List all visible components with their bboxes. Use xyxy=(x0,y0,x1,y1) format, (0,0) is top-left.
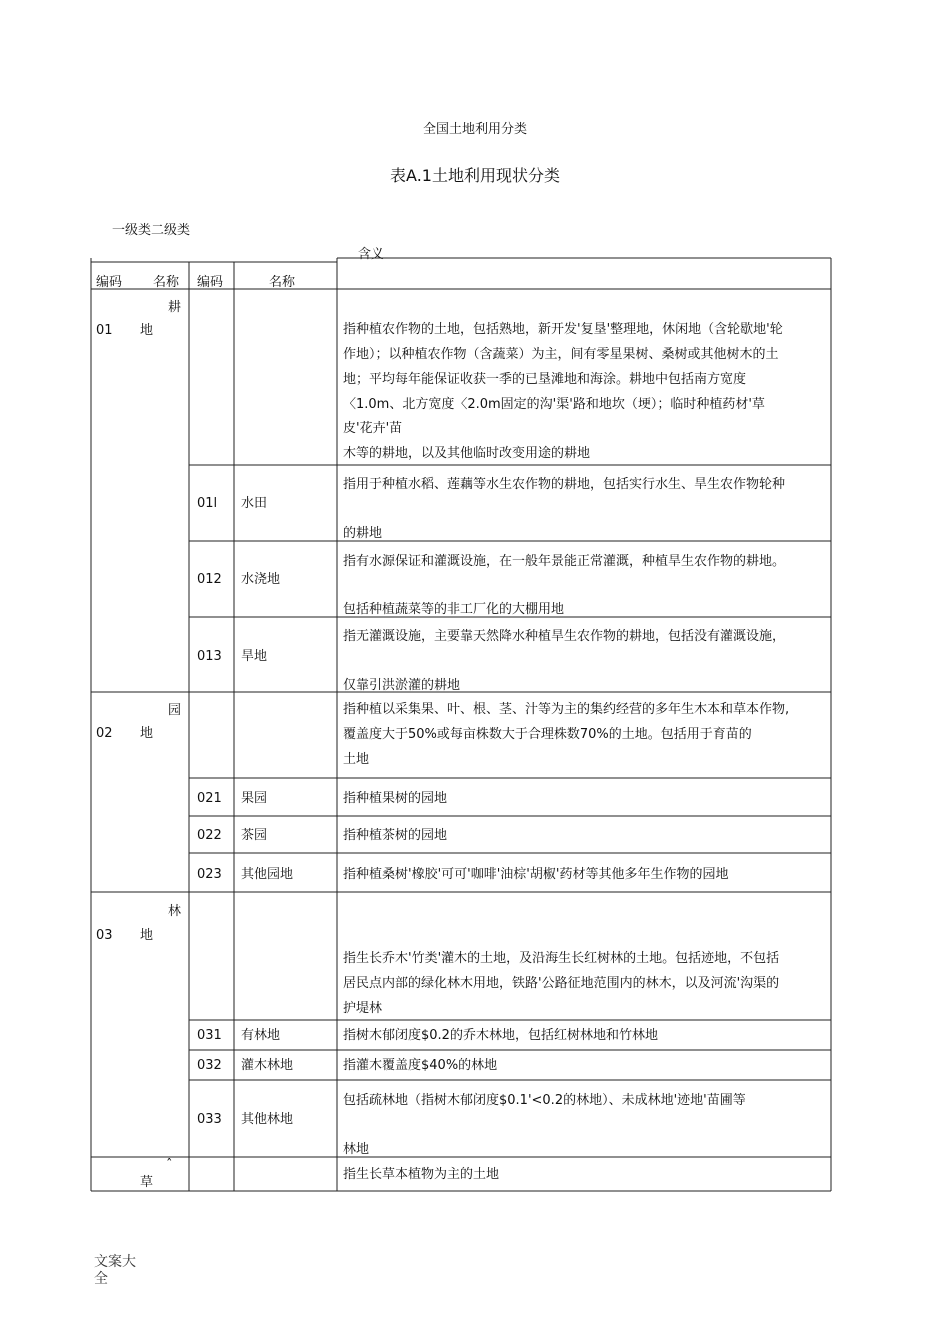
row-031-desc: 指树木郁闭度$0.2的乔木林地，包括红树林地和竹林地 xyxy=(343,1028,658,1043)
row-021-code: 021 xyxy=(197,791,222,806)
row-032-desc: 指灌木覆盖度$40%的林地 xyxy=(343,1058,498,1073)
row-011-desc-line: 指用于种植水稻、莲藕等水生农作物的耕地，包括实行水生、旱生农作物轮种 xyxy=(343,477,786,492)
row-03-desc-line: 居民点内部的绿化林木用地，铁路'公路征地范围内的林木，以及河流'沟渠的 xyxy=(343,976,780,991)
row-033-desc-line: 包括疏林地（指树木郁闭度$0.1'<0.2的林地）、未成林地'迹地'苗圃等 xyxy=(343,1093,746,1108)
row-03-code: 03 xyxy=(96,928,113,943)
row-02-desc-line: 土地 xyxy=(343,752,370,767)
row-012-name: 水浇地 xyxy=(241,572,281,587)
row-033-name: 其他林地 xyxy=(241,1112,294,1127)
row-021-name: 果园 xyxy=(241,791,268,806)
row-013-desc-line: 仅靠引洪淤灌的耕地 xyxy=(343,678,461,693)
header-meaning: 含义 xyxy=(358,247,385,262)
row-03-desc-line: 护堤林 xyxy=(343,1001,383,1016)
row-02-desc-line: 指种植以采集果、叶、根、茎、汁等为主的集约经营的多年生木本和草本作物, xyxy=(343,702,790,717)
row-02-code: 02 xyxy=(96,726,113,741)
row-033-code: 033 xyxy=(197,1112,222,1127)
row-021-desc: 指种植果树的园地 xyxy=(343,791,448,806)
header-name-2: 名称 xyxy=(269,275,296,290)
row-011-code: 01l xyxy=(197,496,218,511)
row-022-code: 022 xyxy=(197,828,222,843)
header-code-2: 编码 xyxy=(197,275,224,290)
row-02-name-b: 地 xyxy=(140,726,154,741)
row-012-code: 012 xyxy=(197,572,222,587)
row-01-desc-line: 皮'花卉'苗 xyxy=(343,421,403,436)
row-01-desc-line: 指种植农作物的土地，包括熟地，新开发'复垦'整理地，休闲地（含轮歇地'轮 xyxy=(343,322,783,337)
row-022-desc: 指种植茶树的园地 xyxy=(343,828,448,843)
row-01-name-a: 耕 xyxy=(168,300,182,315)
row-031-code: 031 xyxy=(197,1028,222,1043)
document-title: 全国土地利用分类 xyxy=(422,122,527,137)
row-04-desc: 指生长草本植物为主的土地 xyxy=(343,1167,500,1182)
row-02-desc-line: 覆盖度大于50%或每亩株数大于合理株数70%的土地。包括用于育苗的 xyxy=(343,727,752,742)
row-013-name: 旱地 xyxy=(241,649,268,664)
row-032-name: 灌木林地 xyxy=(241,1058,294,1073)
row-02-name-a: 园 xyxy=(168,703,182,718)
row-03-description xyxy=(343,946,823,1021)
row-012-desc-line: 包括种植蔬菜等的非工厂化的大棚用地 xyxy=(343,602,565,617)
row-012-desc-line: 指有水源保证和灌溉设施，在一般年景能正常灌溉，种植旱生农作物的耕地。 xyxy=(343,554,786,569)
row-02-description xyxy=(343,697,823,772)
row-033-desc-line: 林地 xyxy=(343,1142,370,1157)
header-name-1: 名称 xyxy=(153,275,180,290)
row-023-name: 其他园地 xyxy=(241,867,294,882)
row-03-name-b: 地 xyxy=(140,928,154,943)
row-01-code: 01 xyxy=(96,323,113,338)
row-023-desc: 指种植桑树'橡胶'可可'咖啡'油棕'胡椒'药材等其他多年生作物的园地 xyxy=(343,867,729,882)
table-title: 表A.1土地利用现状分类 xyxy=(390,166,560,185)
row-03-name-a: 林 xyxy=(168,904,182,919)
row-023-code: 023 xyxy=(197,867,222,882)
row-013-code: 013 xyxy=(197,649,222,664)
header-code-1: 编码 xyxy=(96,275,123,290)
row-011-desc-line: 的耕地 xyxy=(343,526,383,541)
row-03-desc-line: 指生长乔木'竹类'灌木的土地，及沿海生长红树林的土地。包括迹地，不包括 xyxy=(343,951,780,966)
row-04-name-a: ˆ xyxy=(166,1158,173,1173)
row-04-name-b: 草 xyxy=(140,1175,154,1190)
row-013-desc-line: 指无灌溉设施，主要靠天然降水种植旱生农作物的耕地，包括没有灌溉设施， xyxy=(343,629,786,644)
row-01-desc-line: 木等的耕地，以及其他临时改变用途的耕地 xyxy=(343,446,591,461)
row-01-desc-line: 作地）；以种植农作物（含蔬菜）为主，间有零星果树、桑树或其他树木的土 xyxy=(343,347,779,362)
row-01-description xyxy=(343,317,823,466)
row-032-code: 032 xyxy=(197,1058,222,1073)
row-011-name: 水田 xyxy=(241,496,268,511)
level-label: 一级类二级类 xyxy=(112,223,191,238)
footer-text: 文案大全 xyxy=(94,1254,136,1287)
row-01-desc-line: 〈1.0m、北方宽度〈2.0m固定的沟'渠'路和地坎（埂）；临时种植药材'草 xyxy=(343,397,765,412)
row-01-desc-line: 地；平均每年能保证收获一季的已垦滩地和海涂。耕地中包括南方宽度 xyxy=(343,372,747,387)
row-022-name: 茶园 xyxy=(241,828,268,843)
row-01-name-b: 地 xyxy=(140,323,154,338)
row-031-name: 有林地 xyxy=(241,1028,281,1043)
